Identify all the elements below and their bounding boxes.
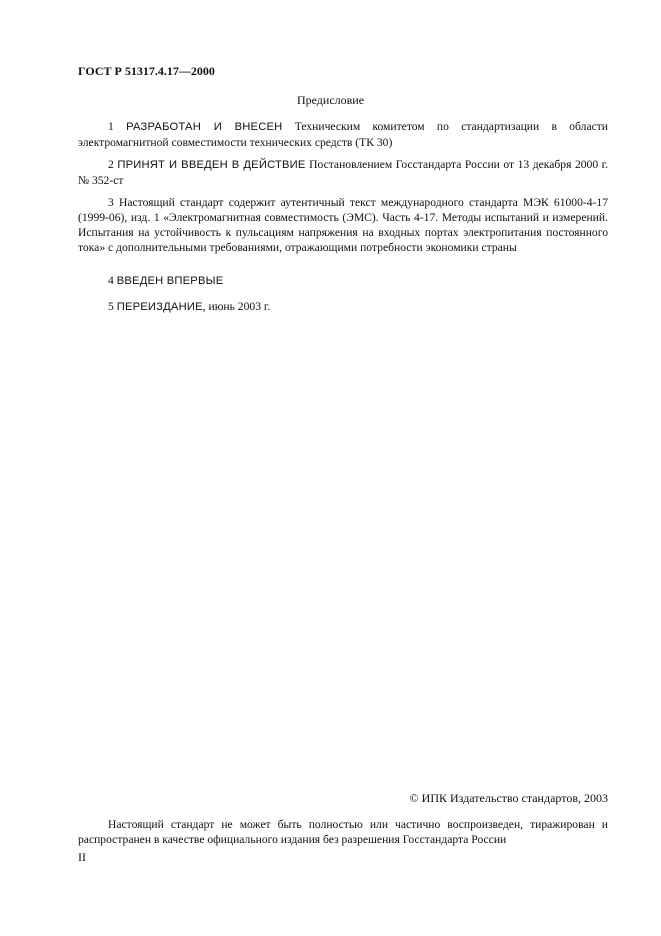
item-number: 5 xyxy=(108,300,117,313)
document-code: ГОСТ Р 51317.4.17—2000 xyxy=(78,64,215,78)
preface-item-4 xyxy=(78,273,608,289)
item-number: 2 xyxy=(108,158,118,171)
copyright-notice: © ИПК Издательство стандартов, 2003 xyxy=(409,791,608,805)
preface-item-2 xyxy=(78,157,608,188)
item-number: 4 xyxy=(108,274,117,287)
item-text: Постановлением Госстандарта России от 13 декабря 2000 г. № 352-ст xyxy=(78,158,608,187)
item-caps-heading: РАЗРАБОТАН И ВНЕСЕН xyxy=(126,121,283,133)
preface-item-5 xyxy=(78,299,608,315)
reproduction-notice: Настоящий стандарт не может быть полностью или частично воспроизведен, тиражирован и распространен в качестве официального издания без разрешения Госстандарта России xyxy=(78,818,608,846)
item-text: Настоящий стандарт содержит аутентичный текст международного стандарта МЭК 61000-4-17 (1999-06), изд. 1 «Электромагнитная совместимость (ЭМС). Часть 4-17. Методы испытаний и измерений. Испытания на устойчивость к пульсациям напряжения на входных портах электропитания постоянного тока» с дополнительными требованиями, отражающими потребности экономики страны xyxy=(78,196,609,254)
item-text: Техническим комитетом по стандартизации в области электромагнитной совместимости технических средств (ТК 30) xyxy=(78,120,609,149)
item-number: 1 xyxy=(108,120,127,133)
item-caps-heading: ВВЕДЕН ВПЕРВЫЕ xyxy=(116,275,224,287)
item-text: , июнь 2003 г. xyxy=(202,300,271,313)
page-number: II xyxy=(78,850,86,864)
item-caps-heading: ПРИНЯТ И ВВЕДЕН В ДЕЙСТВИЕ xyxy=(117,159,306,171)
preface-item-1 xyxy=(78,119,608,150)
preface-item-3 xyxy=(78,195,608,255)
item-caps-heading: ПЕРЕИЗДАНИЕ xyxy=(116,301,203,313)
preface-title: Предисловие xyxy=(296,93,365,107)
item-number: 3 xyxy=(108,196,120,209)
